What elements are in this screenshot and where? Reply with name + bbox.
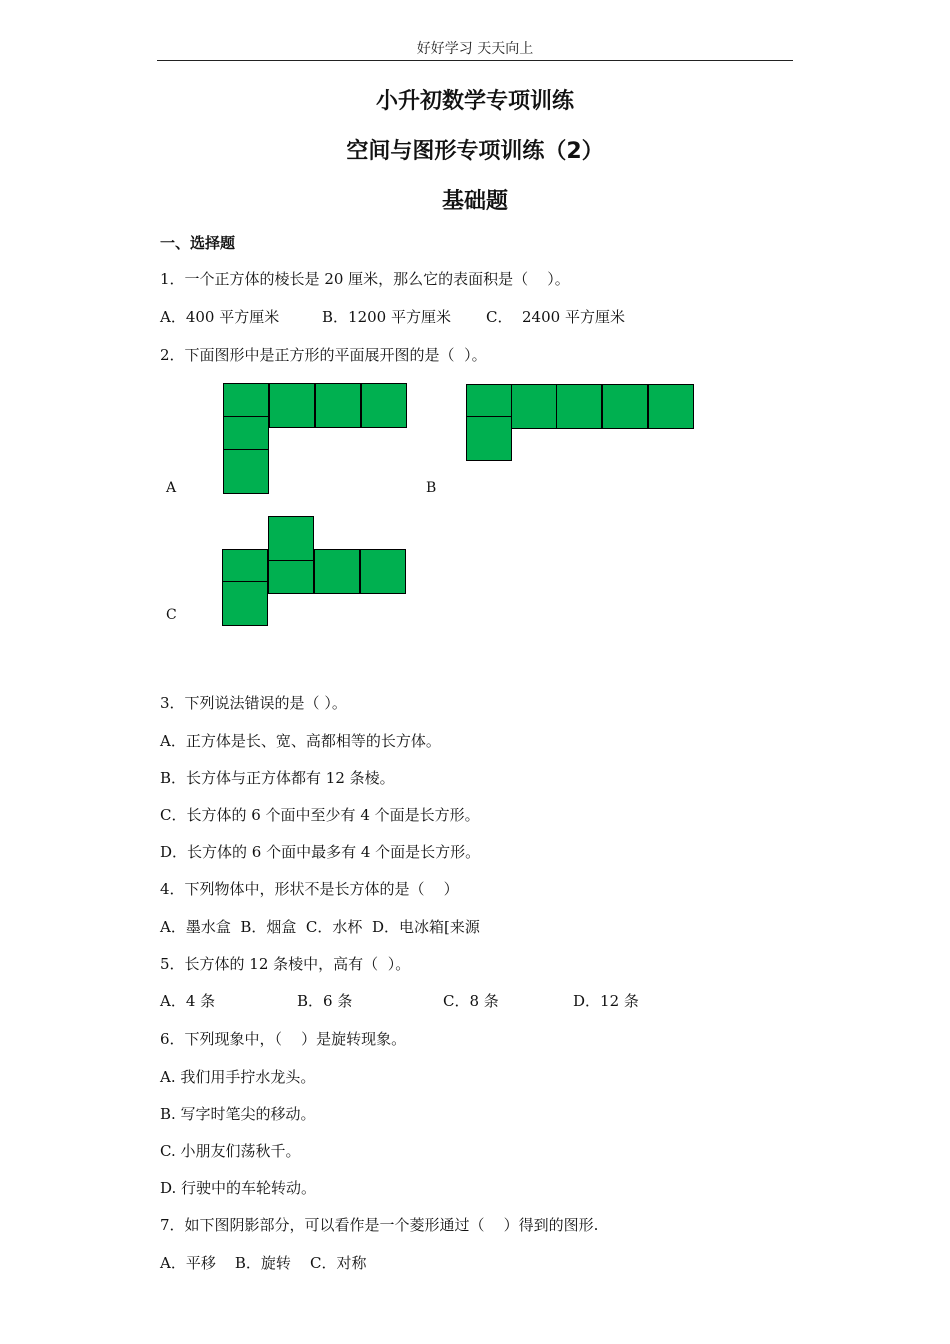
level-title: 基础题 [441, 189, 508, 214]
net-b-square [466, 416, 512, 461]
question-7: 7．如下图阴影部分，可以看作是一个菱形通过（ ）得到的图形. [160, 1216, 599, 1234]
main-title: 小升初数学专项训练 [375, 89, 574, 114]
net-c-square [222, 581, 268, 626]
q1-option-a: A．400 平方厘米 [160, 308, 280, 326]
net-a-square [223, 416, 269, 450]
question-6: 6．下列现象中，（ ）是旋转现象。 [160, 1030, 407, 1048]
net-c-label: C [166, 607, 177, 623]
question-5: 5．长方体的 12 条棱中，高有（ ）。 [160, 955, 411, 973]
q5-option-d: D．12 条 [573, 992, 639, 1010]
question-4: 4．下列物体中，形状不是长方体的是（ ） [160, 880, 459, 898]
question-1: 1．一个正方体的棱长是 20 厘米，那么它的表面积是（ ）。 [160, 270, 570, 288]
net-a-square [223, 449, 269, 494]
net-a-square [269, 383, 315, 428]
q3-option-c: C．长方体的 6 个面中至少有 4 个面是长方形。 [160, 806, 480, 824]
net-b-square [602, 384, 648, 429]
net-b-square [648, 384, 694, 429]
q7-options: A．平移 B．旋转 C．对称 [160, 1254, 367, 1272]
net-c-square [222, 549, 268, 582]
net-c-square [360, 549, 406, 594]
net-c-square [268, 516, 314, 561]
q3-option-d: D．长方体的 6 个面中最多有 4 个面是长方形。 [160, 843, 481, 861]
q4-options: A．墨水盒 B．烟盒 C．水杯 D．电冰箱[来源 [160, 918, 480, 936]
net-a-square [315, 383, 361, 428]
header-rule [157, 60, 793, 61]
q6-option-d: D. 行驶中的车轮转动。 [160, 1179, 317, 1197]
q1-option-b: B．1200 平方厘米 [322, 308, 451, 326]
net-b-label: B [426, 480, 437, 496]
net-c-square [314, 549, 360, 594]
net-a-label: A [166, 480, 177, 496]
question-3: 3．下列说法错误的是（ ）。 [160, 694, 347, 712]
page-header-text: 好好学习 天天向上 [416, 41, 534, 57]
q6-option-b: B. 写字时笔尖的移动。 [160, 1105, 316, 1123]
net-b-square [511, 384, 557, 429]
net-c-square [268, 560, 314, 594]
q6-option-a: A. 我们用手拧水龙头。 [160, 1068, 316, 1086]
sub-title: 空间与图形专项训练（2） [346, 139, 604, 164]
q3-option-a: A．正方体是长、宽、高都相等的长方体。 [160, 732, 441, 750]
q5-option-b: B．6 条 [297, 992, 353, 1010]
question-2: 2．下面图形中是正方形的平面展开图的是（ ）。 [160, 346, 487, 364]
net-b-square [556, 384, 602, 429]
q1-option-c: C． 2400 平方厘米 [486, 308, 625, 326]
net-a-square [361, 383, 407, 428]
q5-option-a: A．4 条 [160, 992, 216, 1010]
q3-option-b: B．长方体与正方体都有 12 条棱。 [160, 769, 395, 787]
section-heading: 一、选择题 [160, 234, 236, 252]
q5-option-c: C．8 条 [443, 992, 499, 1010]
q6-option-c: C. 小朋友们荡秋千。 [160, 1142, 301, 1160]
